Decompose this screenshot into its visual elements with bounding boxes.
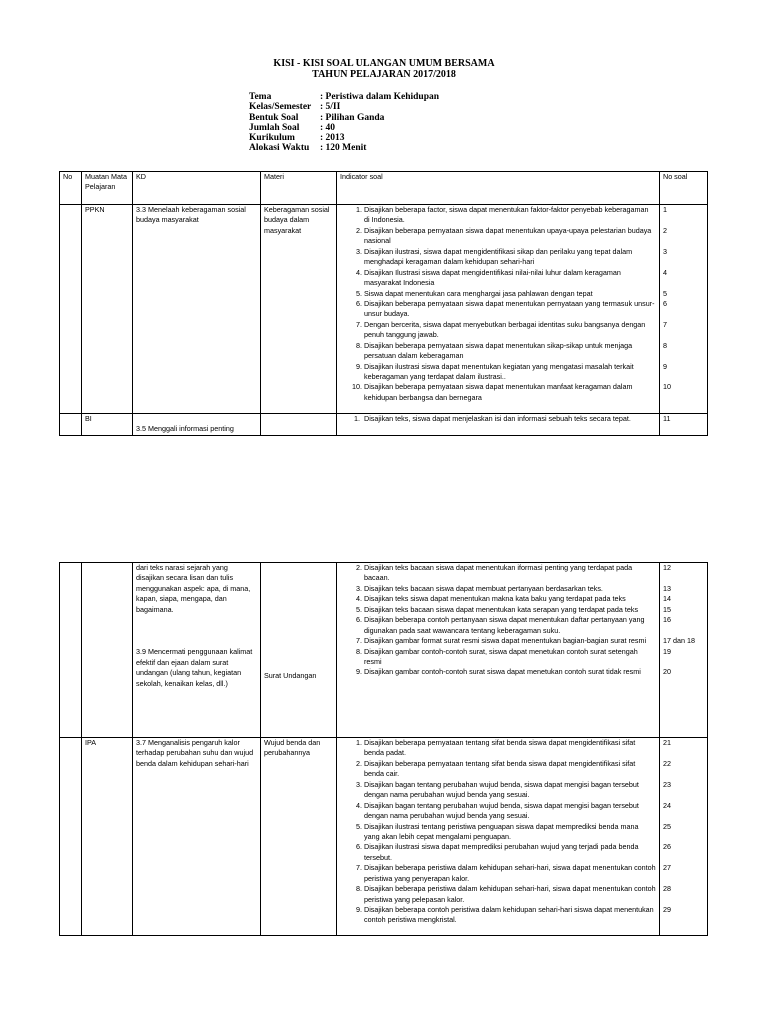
cell-kd-ipa: 3.7 Menganalisis pengaruh kalor terhadap perubahan suhu dan wujud benda dalam kehidupan sehari-hari (133, 738, 261, 936)
cell-subject (82, 563, 133, 738)
indicator-item: 8. Disajikan beberapa pernyataan siswa dapat menentukan sikap-sikap untuk menjaga persatuan dalam keberagaman (364, 341, 656, 362)
meta-value: : 2013 (320, 133, 345, 144)
cell-indicator-bi (337, 414, 660, 436)
meta-label: Kurikulum (249, 133, 295, 144)
kd-bi-3-9: 3.9 Mencermati penggunaan kalimat efektif dan ejaan dalam surat undangan (ulang tahun, kegiatan sekolah, kenaikan kelas, dll.) (136, 647, 253, 688)
materi-surat-undangan: Surat Undangan (264, 671, 317, 680)
meta-value: : 5/II (320, 102, 341, 113)
no-soal: 5 (663, 288, 667, 298)
indicator-item: 3. Disajikan ilustrasi, siswa dapat mengidentifikasi sikap dan perilaku yang tepat dalam menghadapi keragaman dalam kehidupan sehari-hari (364, 247, 656, 268)
no-soal: 3 (663, 246, 667, 256)
cell-materi-ipa: Wujud benda dan perubahannya (261, 738, 337, 936)
no-soal: 27 (663, 863, 671, 873)
indicator-item: 6. Disajikan ilustrasi siswa dapat memprediksi perubahan wujud yang terjadi pada benda tersebut. (364, 842, 656, 863)
no-soal: 24 (663, 800, 671, 810)
document-subtitle: TAHUN PELAJARAN 2017/2018 (312, 69, 456, 80)
meta-label: Bentuk Soal (249, 112, 299, 123)
meta-value: : 120 Menit (320, 143, 367, 154)
meta-value: : 40 (320, 122, 336, 133)
table-row-bi-cont (60, 563, 708, 738)
cell-kd-bi (133, 414, 261, 436)
no-soal: 22 (663, 758, 671, 768)
cell-subject-bi: BI (82, 414, 133, 436)
no-soal: 2 (663, 225, 667, 235)
indicator-item: 4. Disajikan Ilustrasi siswa dapat mengidentifikasi nilai-nilai luhur dalam keragaman masyarakat Indonesia (364, 268, 656, 289)
meta-value: : Pilihan Ganda (320, 112, 385, 123)
cell-nos-ipa (660, 738, 708, 936)
indicator-item: 7. Disajikan beberapa peristiwa dalam kehidupan sehari-hari, siswa dapat menentukan contoh peristiwa yang penyerapan kalor. (364, 863, 656, 884)
cell-nos-bi (660, 563, 708, 738)
document-title: KISI - KISI SOAL ULANGAN UMUM BERSAMA (273, 58, 495, 69)
no-soal: 29 (663, 905, 671, 914)
indicator-item: 7. Disajikan gambar format surat resmi siswa dapat menentukan bagian-bagian surat resmi (364, 636, 656, 646)
no-soal: 6 (663, 298, 667, 308)
indicator-item: 6. Disajikan beberapa contoh pertanyaan siswa dapat menentukan daftar pertanyaan yang digunakan pada saat wawancara tentang keberagaman suku. (364, 615, 656, 636)
indicator-item: 8. Disajikan gambar contoh-contoh surat, siswa dapat menetukan contoh surat setengah resmi (364, 647, 656, 668)
no-soal: 14 (663, 594, 671, 604)
indicator-item: 5. Disajikan teks bacaan siswa dapat menentukan kata serapan yang terdapat pada teks (364, 605, 656, 615)
indicator-item: 4. Disajikan teks siswa dapat menentukan makna kata baku yang terdapat pada teks (364, 594, 656, 604)
cell-no (60, 205, 82, 414)
cell-no (60, 738, 82, 936)
kd-bi-text-cont: dari teks narasi sejarah yang disajikan secara lisan dan tulis menggunakan aspek: apa, di mana, kapan, siapa, mengapa, dan bagaimana. (136, 563, 251, 614)
cell-kd-ppkn: 3.3 Menelaah keberagaman sosial budaya masyarakat (133, 205, 261, 414)
no-soal: 19 (663, 646, 671, 656)
no-soal: 12 (663, 563, 671, 572)
col-header-muatan: Muatan Mata Pelajaran (82, 172, 133, 205)
indicator-number: 1. (354, 414, 360, 423)
indicator-item: 2. Disajikan beberapa pernyataan siswa dapat menentukan upaya-upaya pelestarian budaya nasional (364, 226, 656, 247)
indicator-item: 5. Siswa dapat menentukan cara menghargai jasa pahlawan dengan tepat (364, 289, 656, 299)
cell-nos-ppkn (660, 205, 708, 414)
kisi-table-page2 (59, 562, 708, 936)
no-soal: 25 (663, 821, 671, 831)
col-header-kd: KD (133, 172, 261, 205)
cell-no (60, 563, 82, 738)
no-soal: 28 (663, 884, 671, 894)
indicator-item: 10. Disajikan beberapa pernyataan siswa dapat menentukan manfaat keragaman dalam kehidupan berbangsa dan bernegara (364, 382, 656, 403)
meta-row-jumlah (249, 123, 439, 133)
no-soal: 21 (663, 738, 671, 747)
kisi-table-page1 (59, 171, 708, 436)
no-soal: 23 (663, 779, 671, 789)
no-soal: 17 dan 18 (663, 636, 695, 646)
no-soal: 7 (663, 319, 667, 329)
cell-subject-ipa: IPA (82, 738, 133, 936)
cell-no-soal: 11 (660, 414, 708, 436)
meta-label: Kelas/Semester (249, 102, 312, 113)
table-header-row (60, 172, 708, 205)
indicator-item: 8. Disajikan beberapa peristiwa dalam kehidupan sehari-hari, siswa dapat menentukan contoh peristiwa yang pelepasan kalor. (364, 884, 656, 905)
indicator-item: 2. Disajikan teks bacaan siswa dapat menentukan iformasi penting yang terdapat pada bacaan. (364, 563, 656, 584)
meta-value: : Peristiwa dalam Kehidupan (320, 92, 440, 102)
meta-row-tema (249, 92, 439, 102)
indicator-item: 3. Disajikan teks bacaan siswa dapat membuat pertanyaan berdasarkan teks. (364, 584, 656, 594)
indicator-item: 9. Disajikan ilustrasi siswa dapat menentukan kegiatan yang mengatasi masalah terkait keberagaman yang terdapat dalam ilustrasi.. (364, 362, 656, 383)
cell-indicators-ppkn (337, 205, 660, 414)
cell-indicators-bi (337, 563, 660, 738)
no-soal: 16 (663, 615, 671, 625)
no-soal: 15 (663, 604, 671, 614)
col-header-no: No (60, 172, 82, 205)
indicator-item: 6. Disajikan beberapa pernyataan siswa dapat menentukan pernyataan yang termasuk unsur-unsur budaya. (364, 299, 656, 320)
no-soal: 20 (663, 667, 671, 677)
cell-subject-ppkn: PPKN (82, 205, 133, 414)
indicator-text: Disajikan teks, siswa dapat menjelaskan isi dan informasi sebuah teks secara tepat. (364, 414, 631, 423)
col-header-indicator: Indicator soal (337, 172, 660, 205)
indicator-item: 1. Disajikan beberapa factor, siswa dapat menentukan faktor-faktor penyebab keberagaman di Indonesia. (364, 205, 656, 226)
meta-row-bentuk (249, 113, 439, 123)
col-header-nosoal: No soal (660, 172, 708, 205)
meta-label: Alokasi Waktu (249, 143, 310, 154)
meta-row-kelas (249, 102, 439, 112)
indicator-item: 3. Disajikan bagan tentang perubahan wujud benda, siswa dapat mengisi bagan tersebut dengan nama perubahan wujud benda yang sesuai. (364, 780, 656, 801)
cell-materi (261, 414, 337, 436)
indicator-item: 2. Disajikan beberapa pernyataan tentang sifat benda siswa dapat mengidentifikasi sifat benda cair. (364, 759, 656, 780)
col-header-materi: Materi (261, 172, 337, 205)
no-soal: 9 (663, 361, 667, 371)
indicator-item: 9. Disajikan gambar contoh-contoh surat siswa dapat menetukan contoh surat tidak resmi (364, 667, 656, 677)
meta-label: Tema (249, 92, 272, 102)
indicator-item: 9. Disajikan beberapa contoh peristiwa dalam kehidupan sehari-hari siswa dapat menentukan contoh peristiwa mengkristal. (364, 905, 656, 926)
table-row-bi (60, 414, 708, 436)
meta-row-kurikulum (249, 133, 439, 143)
table-row-ppkn (60, 205, 708, 414)
no-soal: 13 (663, 583, 671, 593)
cell-materi-ppkn: Keberagaman sosial budaya dalam masyarakat (261, 205, 337, 414)
meta-block (249, 92, 439, 154)
indicator-item: 4. Disajikan bagan tentang perubahan wujud benda, siswa dapat mengisi bagan tersebut dengan nama perubahan wujud benda yang sesuai. (364, 801, 656, 822)
cell-materi-bi (261, 563, 337, 738)
cell-kd-bi-cont (133, 563, 261, 738)
indicator-item: 5. Disajikan ilustrasi tentang peristiwa penguapan siswa dapat memprediksi benda mana yang akan lebih cepat mengalami penguapan. (364, 822, 656, 843)
indicator-item: 7. Dengan bercerita, siswa dapat menyebutkan berbagai identitas suku bangsanya dengan penuh tanggung jawab. (364, 320, 656, 341)
cell-no (60, 414, 82, 436)
meta-label: Jumlah Soal (249, 122, 300, 133)
cell-indicators-ipa (337, 738, 660, 936)
indicator-item: 1. Disajikan beberapa pernyataan tentang sifat benda siswa dapat mengidentifikasi sifat benda padat. (364, 738, 656, 759)
meta-row-alokasi (249, 143, 439, 153)
table-row-ipa (60, 738, 708, 936)
kd-bi-text: 3.5 Menggali informasi penting (136, 424, 234, 433)
no-soal: 1 (663, 205, 667, 214)
no-soal: 8 (663, 340, 667, 350)
no-soal: 10 (663, 382, 671, 392)
no-soal: 26 (663, 842, 671, 852)
no-soal: 4 (663, 267, 667, 277)
